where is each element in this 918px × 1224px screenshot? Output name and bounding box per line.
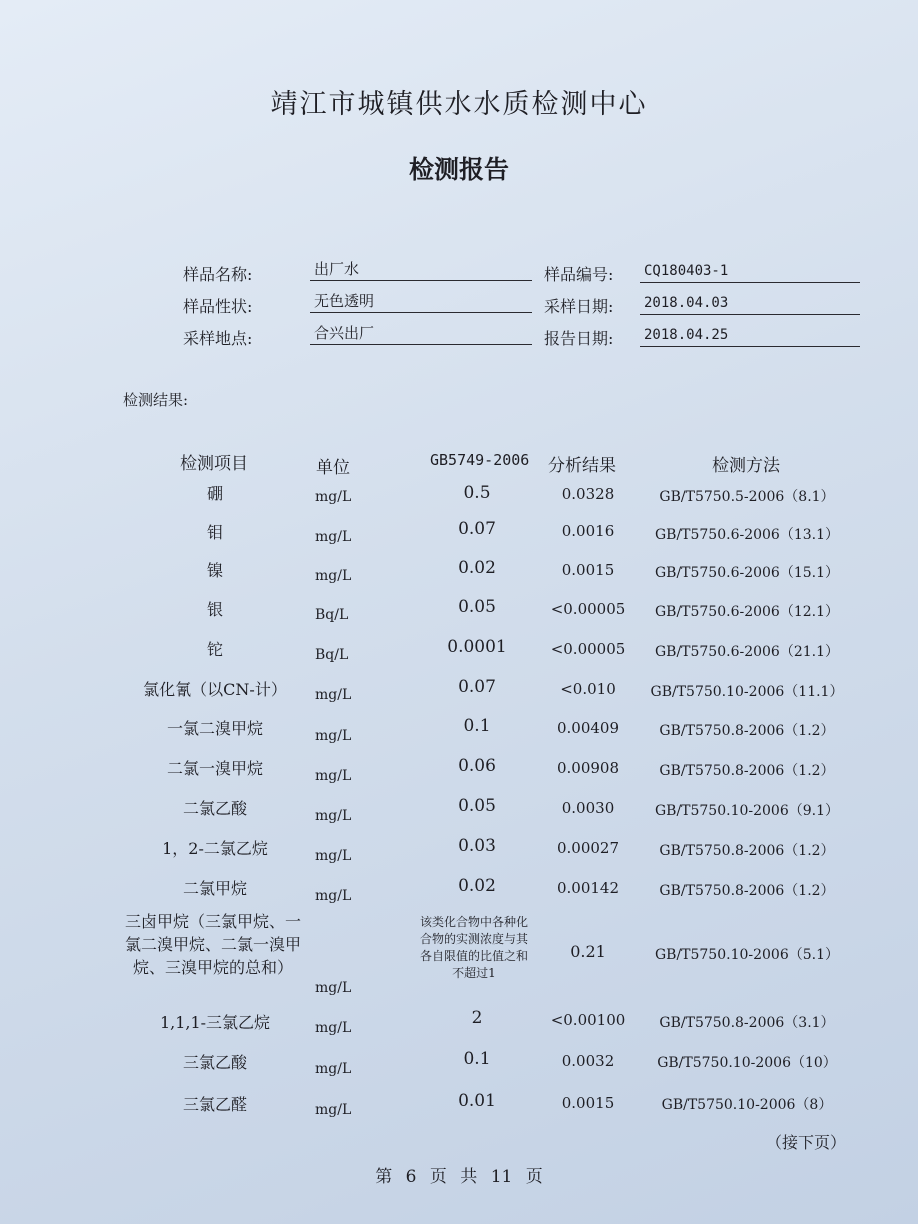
row-item: 二氯甲烷 bbox=[182, 879, 247, 898]
row-item: 一氯二溴甲烷 bbox=[166, 719, 263, 738]
row-unit: mg/L bbox=[315, 1061, 352, 1077]
row-result: 0.0016 bbox=[561, 522, 615, 540]
continued-note: （接下页） bbox=[765, 1133, 846, 1152]
header-method: 检测方法 bbox=[712, 456, 780, 476]
row-result: <0.00005 bbox=[550, 640, 626, 658]
results-label: 检测结果: bbox=[123, 391, 189, 409]
header-item: 检测项目 bbox=[180, 454, 248, 474]
row-unit: mg/L bbox=[315, 888, 352, 904]
row-result: <0.00100 bbox=[550, 1011, 626, 1029]
report-subtitle: 检测报告 bbox=[408, 155, 509, 184]
row-unit: mg/L bbox=[315, 808, 352, 824]
sample-nature-label: 样品性状: bbox=[183, 297, 253, 316]
row-standard: 0.5 bbox=[463, 483, 491, 503]
row-result: 0.00142 bbox=[556, 879, 620, 897]
row-item: 硼 bbox=[206, 484, 223, 503]
row-result: 0.00409 bbox=[556, 719, 620, 737]
row-method: GB/T5750.6-2006（13.1） bbox=[654, 527, 840, 543]
page-indicator: 第 6 页 共 11 页 bbox=[375, 1167, 543, 1187]
row-item: 三卤甲烷（三氯甲烷、一氯二溴甲烷、二氯一溴甲烷、三溴甲烷的总和） bbox=[124, 912, 301, 977]
sampling-location-label: 采样地点: bbox=[183, 329, 253, 348]
row-method: GB/T5750.8-2006（1.2） bbox=[659, 843, 835, 859]
row-unit: mg/L bbox=[315, 980, 352, 996]
row-unit: Bq/L bbox=[315, 607, 349, 623]
row-method: GB/T5750.10-2006（11.1） bbox=[650, 684, 844, 700]
row-item: 1,1,1-三氯乙烷 bbox=[159, 1013, 271, 1032]
report-org-title: 靖江市城镇供水水质检测中心 bbox=[270, 89, 648, 120]
row-method: GB/T5750.5-2006（8.1） bbox=[659, 489, 835, 505]
row-method: GB/T5750.10-2006（5.1） bbox=[654, 947, 840, 963]
row-unit: mg/L bbox=[315, 529, 352, 545]
sampling-date-value: 2018.04.03 bbox=[640, 292, 860, 315]
row-standard: 0.05 bbox=[458, 796, 496, 816]
row-standard: 0.07 bbox=[458, 677, 496, 697]
row-standard: 0.06 bbox=[458, 756, 496, 776]
row-item: 镍 bbox=[206, 561, 223, 580]
sampling-location-value: 合兴出厂 bbox=[310, 322, 532, 345]
row-unit: mg/L bbox=[315, 568, 352, 584]
row-standard: 0.01 bbox=[458, 1091, 496, 1111]
row-result: 0.0328 bbox=[561, 485, 615, 503]
row-result: <0.010 bbox=[560, 680, 616, 698]
row-standard: 0.05 bbox=[458, 597, 496, 617]
row-result: 0.0015 bbox=[561, 561, 615, 579]
row-item: 1，2-二氯乙烷 bbox=[162, 839, 268, 858]
sample-number-label: 样品编号: bbox=[544, 265, 614, 284]
row-method: GB/T5750.10-2006（9.1） bbox=[654, 803, 840, 819]
row-unit: mg/L bbox=[315, 687, 352, 703]
row-item: 氯化氰（以CN-计） bbox=[143, 680, 287, 699]
row-method: GB/T5750.6-2006（21.1） bbox=[654, 644, 840, 660]
row-method: GB/T5750.8-2006（1.2） bbox=[659, 723, 835, 739]
row-standard: 2 bbox=[471, 1008, 483, 1028]
row-item: 二氯一溴甲烷 bbox=[166, 759, 263, 778]
sample-nature-value: 无色透明 bbox=[310, 290, 532, 313]
row-item: 铊 bbox=[206, 640, 223, 659]
row-result: 0.21 bbox=[570, 942, 606, 961]
row-result: 0.0015 bbox=[561, 1094, 615, 1112]
row-unit: mg/L bbox=[315, 728, 352, 744]
row-item: 钼 bbox=[206, 523, 223, 542]
row-unit: mg/L bbox=[315, 1102, 352, 1118]
row-result: 0.0030 bbox=[561, 799, 615, 817]
row-result: 0.00908 bbox=[556, 759, 620, 777]
row-item: 银 bbox=[206, 600, 223, 619]
row-unit: Bq/L bbox=[315, 647, 349, 663]
sample-number-value: CQ180403-1 bbox=[640, 260, 860, 283]
header-standard: GB5749-2006 bbox=[430, 451, 530, 469]
row-standard: 0.1 bbox=[463, 716, 491, 736]
header-unit: 单位 bbox=[316, 458, 350, 478]
row-result: 0.00027 bbox=[556, 839, 620, 857]
row-standard: 0.1 bbox=[463, 1049, 491, 1069]
sample-name-label: 样品名称: bbox=[183, 265, 253, 284]
row-item: 三氯乙酸 bbox=[182, 1053, 247, 1072]
sampling-date-label: 采样日期: bbox=[544, 297, 614, 316]
row-standard: 0.02 bbox=[458, 876, 496, 896]
row-method: GB/T5750.8-2006（1.2） bbox=[659, 883, 835, 899]
row-standard: 0.03 bbox=[458, 836, 496, 856]
row-method: GB/T5750.10-2006（8） bbox=[661, 1097, 833, 1113]
row-result: <0.00005 bbox=[550, 600, 626, 618]
row-method: GB/T5750.10-2006（10） bbox=[657, 1055, 837, 1071]
row-item: 三氯乙醛 bbox=[182, 1095, 247, 1114]
report-date-label: 报告日期: bbox=[544, 329, 614, 348]
row-standard: 0.07 bbox=[458, 519, 496, 539]
sample-name-value: 出厂水 bbox=[310, 258, 532, 281]
row-method: GB/T5750.8-2006（3.1） bbox=[659, 1015, 835, 1031]
row-result: 0.0032 bbox=[561, 1052, 615, 1070]
row-unit: mg/L bbox=[315, 1020, 352, 1036]
report-date-value: 2018.04.25 bbox=[640, 324, 860, 347]
row-method: GB/T5750.8-2006（1.2） bbox=[659, 763, 835, 779]
row-standard: 该类化合物中各种化合物的实测浓度与其各自限值的比值之和不超过1 bbox=[419, 915, 528, 980]
row-method: GB/T5750.6-2006（12.1） bbox=[654, 604, 840, 620]
row-unit: mg/L bbox=[315, 848, 352, 864]
row-standard: 0.02 bbox=[458, 558, 496, 578]
row-item: 二氯乙酸 bbox=[182, 799, 247, 818]
row-unit: mg/L bbox=[315, 768, 352, 784]
row-method: GB/T5750.6-2006（15.1） bbox=[654, 565, 840, 581]
row-unit: mg/L bbox=[315, 489, 352, 505]
row-standard: 0.0001 bbox=[447, 637, 507, 657]
header-result: 分析结果 bbox=[548, 456, 616, 476]
